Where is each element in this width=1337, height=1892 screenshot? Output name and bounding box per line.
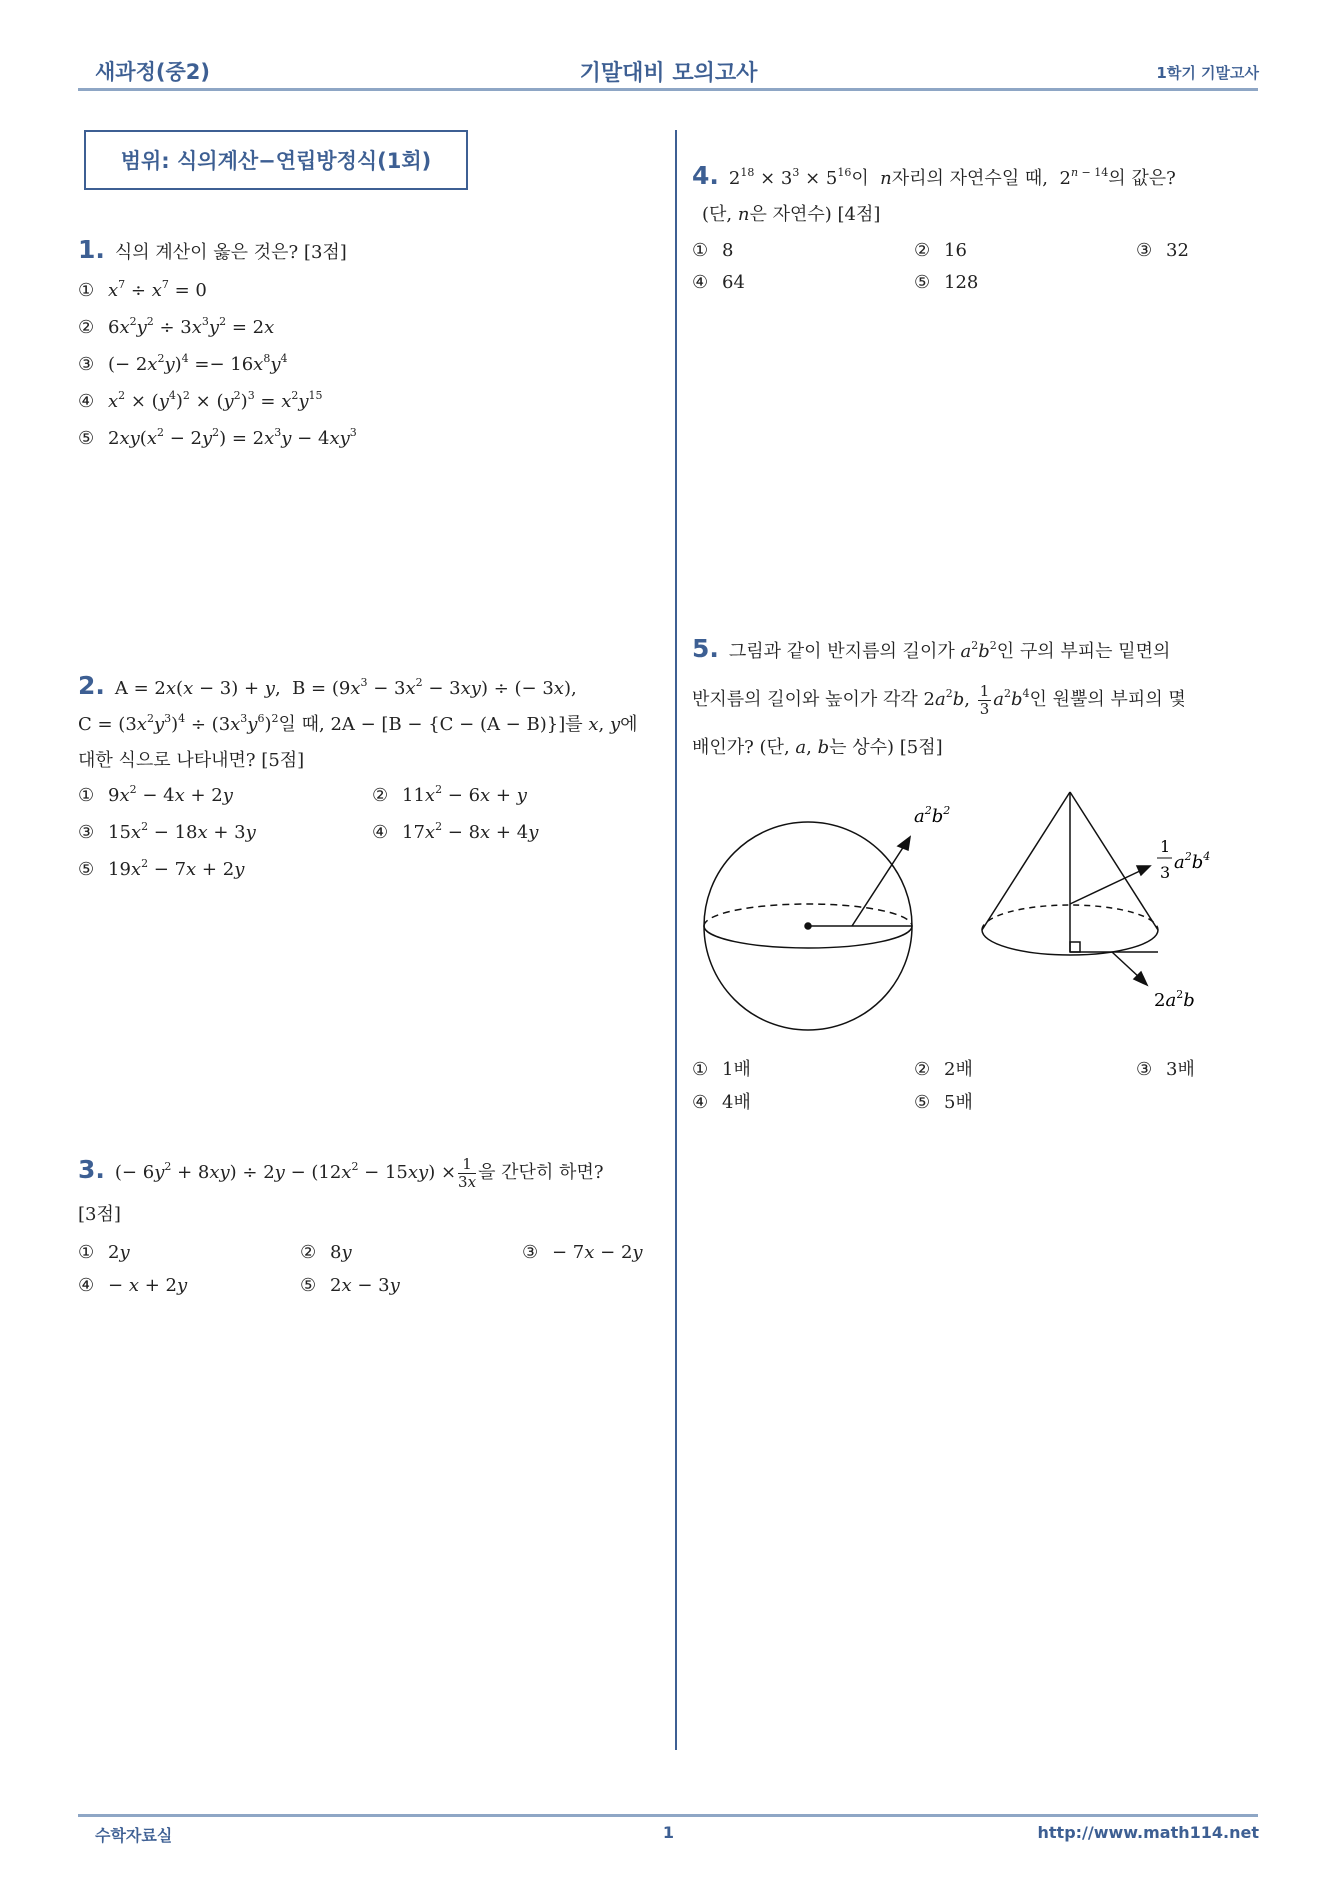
choice-value: 3배 [1166,1059,1195,1080]
choice-mark: ② [914,1059,931,1080]
q5-line3-tail: 는 상수) [5점] [829,737,943,758]
question-number: 5. [692,634,719,663]
q3-choice-2[interactable]: ② 8y [300,1238,352,1268]
q2-choice-1[interactable]: ① $9x^2 - 4x + 2y$ [78,781,233,811]
choice-mark: ② [78,317,95,338]
q2-choice-5[interactable]: ⑤ $19x^2 - 7x + 2y$ [78,855,244,885]
choice-mark: ④ [78,391,95,412]
q5-line1-b: 인 구의 부피는 밑면의 [996,641,1171,662]
choice-mark: ③ [78,822,95,843]
q4-choice-1[interactable] [692,236,733,266]
question-1 [78,232,347,271]
q5-line1-a: 그림과 같이 반지름의 길이가 [728,641,955,662]
q5-choice-3[interactable] [1136,1055,1195,1085]
q2-line2-text: 대한 식으로 나타내면? [5점] [78,750,305,771]
choice-mark: ② [300,1242,317,1263]
choice-mark: ④ [692,272,709,293]
choice-mark: ① [78,280,95,301]
choice-mark: ⑤ [914,272,931,293]
q5-line2-b: 인 원뿔의 부피의 몇 [1029,689,1186,710]
q4-choice-3[interactable] [1136,236,1189,266]
choice-mark: ② [372,785,389,806]
choice-mark: ① [78,785,95,806]
question-text: 식의 계산이 옳은 것은? [3점] [114,242,347,263]
q5-line3: 배인가? (단, [692,737,790,758]
q2-choice-2[interactable]: ② $11x^2 - 6x + y$ [372,781,527,811]
q3-points: [3점] [78,1204,121,1225]
choice-mark: ④ [78,1275,95,1296]
q1-choice-3[interactable]: ③ (− $2x^2y)^4 =- 16x^8y^4$ [78,350,287,380]
question-number: 1. [78,235,105,264]
question-number: 4. [692,161,719,190]
choice-value: 64 [722,272,745,293]
choice-mark: ④ [692,1092,709,1113]
q3-choice-4[interactable]: ④ − x + 2y [78,1271,187,1301]
choice-value: 4배 [722,1092,751,1113]
q1-choice-4[interactable]: ④ $x^2 \times (y^4)^2 \times (y^2)^3 = x^2y^{15}$ [78,387,323,417]
choice-value: 2배 [944,1059,973,1080]
q5-line2-a: 반지름의 길이와 높이가 각각 [692,689,918,710]
q4-choice-2[interactable] [914,236,967,266]
svg-text:a2b4: $a^2b^4$ [1174,850,1211,873]
header-right: 1학기 기말고사 [1156,64,1259,82]
question-number: 3. [78,1155,105,1184]
choice-value: 8 [722,240,734,261]
q3-choice-3[interactable]: ③ − 7x − 2y [522,1238,643,1268]
cone-radius-label: $2a^2b$ [1154,988,1195,1011]
question-5: 5. 그림과 같이 반지름의 길이가 $a^2b^2$인 구의 부피는 밑면의 반지름의 길이와 높이가 각각 $2a^2b$, $\frac{1}{3}$ $a^2b^4$인 원뿔의 부피의 몇 배인가? (단, a, b는 상수) [5점] [692,634,1186,758]
q3-tail: 을 간단히 하면? [478,1162,604,1183]
footer-left: 수학자료실 [95,1826,173,1845]
q4-tail-a: 이 [851,168,869,189]
footer-url[interactable]: http://www.math114.net [1037,1823,1259,1842]
choice-mark: ③ [522,1242,539,1263]
choice-mark: ⑤ [78,859,95,880]
choice-mark: ③ [1136,240,1153,261]
q5-choice-4[interactable] [692,1088,751,1118]
q1-choice-2[interactable]: ② $6x^2y^2 \div 3x^3y^2 = 2x$ [78,313,274,343]
q5-choice-2[interactable] [914,1055,973,1085]
q5-choice-5[interactable] [914,1088,973,1118]
choice-mark: ③ [78,354,95,375]
svg-text:3: 3 [1160,863,1171,882]
choice-value: 128 [944,272,979,293]
q5-figure [692,780,1272,1040]
cone-height-label [1157,837,1210,882]
q2-line1-text: 에 [620,714,638,735]
choice-mark: ① [78,1242,95,1263]
q2-choice-3[interactable]: ③ $15x^2 - 18x + 3y$ [78,818,256,848]
question-number: 2. [78,671,105,700]
range-box: 범위: 식의계산−연립방정식(1회) [84,130,468,190]
choice-value: 16 [944,240,967,261]
header-title: 기말대비 모의고사 [579,61,758,86]
page-number: 1 [662,1823,675,1842]
column-divider [675,130,677,1750]
q2-choice-4[interactable]: ④ $17x^2 - 8x + 4y$ [372,818,538,848]
q1-choice-5[interactable]: ⑤ $2xy(x^2 - 2y^2) = 2x^3y - 4xy^3$ [78,424,357,454]
q5-choice-1[interactable] [692,1055,751,1085]
q4-tail-c: 의 값은? [1108,168,1176,189]
q4-choice-5[interactable] [914,268,978,298]
question-2: 2. A = 2x(x − 3) + y, $B = (9x^3 - 3x^2 - 3xy)$ ÷ (− 3x), $C = (3x^2y^3)^4 \div (3x^3y^6)^2$일 때, 2A − [B − {C − (A − B)}]를 x, y에 대한 식으로 나타내면? [5점] [78,668,658,779]
question-4: 4. $2^{18} \times 3^3 \times 5^{16}$이 n자리의 자연수일 때, $2^{n - 14}$의 값은? (단, n은 자연수) [4점] [692,161,1176,225]
choice-mark: ⑤ [300,1275,317,1296]
q3-choice-5[interactable]: ⑤ 2x − 3y [300,1271,400,1301]
question-3: 3. (− $6y^2 + 8xy) \div 2y - (12x^2 - 15xy)$ × $\frac{1}{3x}$ 을 간단히 하면? [3점] [78,1152,658,1233]
sphere-radius-label: $a^2b^2$ [914,804,951,827]
q4-note-tail: 은 자연수) [4점] [749,204,881,225]
choice-mark: ④ [372,822,389,843]
footer-rule [78,1814,1258,1817]
choice-mark: ② [914,240,931,261]
q4-tail-b: 자리의 자연수일 때, [891,168,1049,189]
cone-figure [982,792,1158,985]
choice-mark: ③ [1136,1059,1153,1080]
q3-choice-1[interactable]: ① 2y [78,1238,130,1268]
choice-mark: ① [692,240,709,261]
q4-choice-4[interactable] [692,268,745,298]
choice-value: 32 [1166,240,1189,261]
choice-mark: ① [692,1059,709,1080]
choice-mark: ⑤ [78,428,95,449]
q1-choice-1[interactable]: ① $x^7 \div x^7 = 0$ [78,276,207,306]
svg-text:1: 1 [1160,837,1171,856]
choice-value: 5배 [944,1092,973,1113]
header-rule [78,88,1258,91]
choice-mark: ⑤ [914,1092,931,1113]
q4-note: (단, [702,204,733,225]
choice-value: 1배 [722,1059,751,1080]
sphere-figure [704,822,912,1030]
header-left: 새과정(중2) [95,60,210,84]
